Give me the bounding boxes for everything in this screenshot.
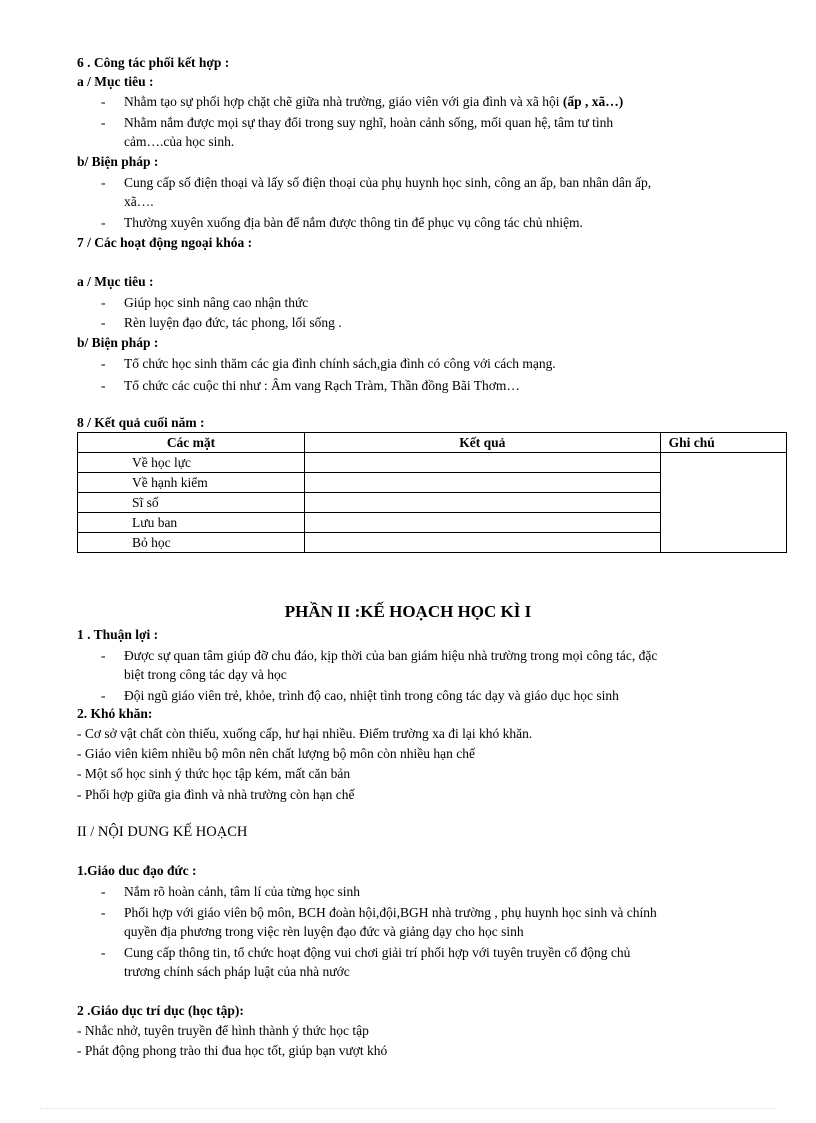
difficulty-3: - Một số học sinh ý thức học tập kém, mất căn bản [77,766,351,781]
section-7-measure-2: Tổ chức các cuộc thi như : Âm vang Rạch Tràm, Thần đồng Bãi Thơm… [124,378,520,393]
section-7-goal-2: Rèn luyện đạo đức, tác phong, lối sống . [124,315,342,330]
advantage-2: Đội ngũ giáo viên trẻ, khỏe, trình độ cao, nhiệt tình trong công tác dạy và giáo dục học sinh [124,688,619,703]
section-7-measure-heading: b/ Biện pháp : [77,335,159,350]
section-7-goal-heading: a / Mục tiêu : [77,274,154,289]
advantage-1: Được sự quan tâm giúp đỡ chu đáo, kịp thời của ban giám hiệu nhà trường trong mọi công tác, đặc [124,648,658,663]
section-6-goal-1 [124,93,623,111]
section-6-goal-2-cont: cảm….của học sinh. [124,134,235,149]
bullet-dash: - [101,215,106,230]
bullet-dash: - [101,356,106,371]
bullet-dash: - [101,688,106,703]
intellectual-education-2: - Phát động phong trào thi đua học tốt, giúp bạn vượt khó [77,1043,388,1058]
table-cell-result [304,513,660,533]
bullet-dash: - [101,378,106,393]
moral-education-2-cont: quyền địa phương trong việc rèn luyện đạo đức và giảng dạy cho học sinh [124,924,524,939]
section-6-measure-2: Thường xuyên xuống địa bàn để nắm được thông tin để phục vụ công tác chủ nhiệm. [124,215,583,230]
results-table [77,432,787,553]
section-6-heading: 6 . Công tác phối kết hợp : [77,55,230,70]
table-header-row [78,433,787,453]
bullet-dash: - [101,648,106,663]
section-7-goal-1: Giúp học sinh nâng cao nhận thức [124,295,309,310]
table-cell-note [660,453,786,553]
section-6-goal-1-text: Nhằm tạo sự phối hợp chặt chẽ giữa nhà trường, giáo viên với gia đình và xã hội [124,94,563,109]
difficulty-2: - Giáo viên kiêm nhiều bộ môn nên chất lượng bộ môn còn nhiều hạn chế [77,746,475,761]
table-cell-result [304,533,660,553]
section-6-goal-2: Nhằm nắm được mọi sự thay đổi trong suy nghĩ, hoàn cảnh sống, mối quan hệ, tâm tư tình [124,115,614,130]
moral-education-2: Phối hợp với giáo viên bộ môn, BCH đoàn hội,đội,BGH nhà trường , phụ huynh học sinh và chính [124,905,657,920]
bullet-dash: - [101,945,106,960]
advantage-1-cont: biệt trong công tác dạy và học [124,667,287,682]
table-cell-item: Về học lực [78,453,305,473]
moral-education-3: Cung cấp thông tin, tổ chức hoạt động vui chơi giải trí phối hợp với tuyên truyền cổ động chủ [124,945,631,960]
moral-education-1: Nắm rõ hoàn cảnh, tâm lí của từng học sinh [124,884,361,899]
section-7-heading: 7 / Các hoạt động ngoại khóa : [77,235,253,250]
moral-education-3-cont: trương chính sách pháp luật của nhà nước [124,964,350,979]
difficulty-1: - Cơ sở vật chất còn thiếu, xuống cấp, hư hại nhiều. Điểm trường xa đi lại khó khăn. [77,726,533,741]
bullet-dash: - [101,905,106,920]
difficulty-4: - Phối hợp giữa gia đình và nhà trường còn hạn chế [77,787,355,802]
bullet-dash: - [101,175,106,190]
table-cell-item: Về hạnh kiểm [78,473,305,493]
section-7-measure-1: Tổ chức học sinh thăm các gia đình chính sách,gia đình có công với cách mạng. [124,356,556,371]
bullet-dash: - [101,295,106,310]
difficulties-heading: 2. Khó khăn: [77,706,153,721]
column-header: Ghi chú [660,433,786,453]
table-cell-item: Lưu ban [78,513,305,533]
table-cell-result [304,493,660,513]
page-bottom-divider [40,1108,776,1109]
column-header: Kết quả [304,433,660,453]
part-2-title: PHẦN II :KẾ HOẠCH HỌC KÌ I [284,602,532,621]
intellectual-education-1: - Nhắc nhở, tuyên truyền để hình thành ý thức học tập [77,1023,369,1038]
table-cell-result [304,453,660,473]
table-cell-result [304,473,660,493]
advantages-heading: 1 . Thuận lợi : [77,627,159,642]
section-8-heading: 8 / Kết quả cuối năm : [77,415,205,430]
section-6-goal-heading: a / Mục tiêu : [77,74,154,89]
intellectual-education-heading: 2 .Giáo dục trí dục (học tập): [77,1003,244,1018]
section-6-measure-heading: b/ Biện pháp : [77,154,159,169]
section-6-goal-1-bold: (ấp , xã…) [562,94,624,109]
bullet-dash: - [101,94,106,109]
column-header: Các mặt [78,433,305,453]
table-cell-item: Sĩ số [78,493,305,513]
bullet-dash: - [101,115,106,130]
bullet-dash: - [101,884,106,899]
section-6-measure-1: Cung cấp số điện thoại và lấy số điện thoại của phụ huynh học sinh, công an ấp, ban nhân dân ấp, [124,175,652,190]
plan-content-heading: II / NỘI DUNG KẾ HOẠCH [77,824,248,840]
bullet-dash: - [101,315,106,330]
section-6-measure-1-cont: xã…. [124,194,154,209]
table-cell-item: Bỏ học [78,533,305,553]
table-row [78,453,787,473]
moral-education-heading: 1.Giáo duc đạo đức : [77,863,197,878]
